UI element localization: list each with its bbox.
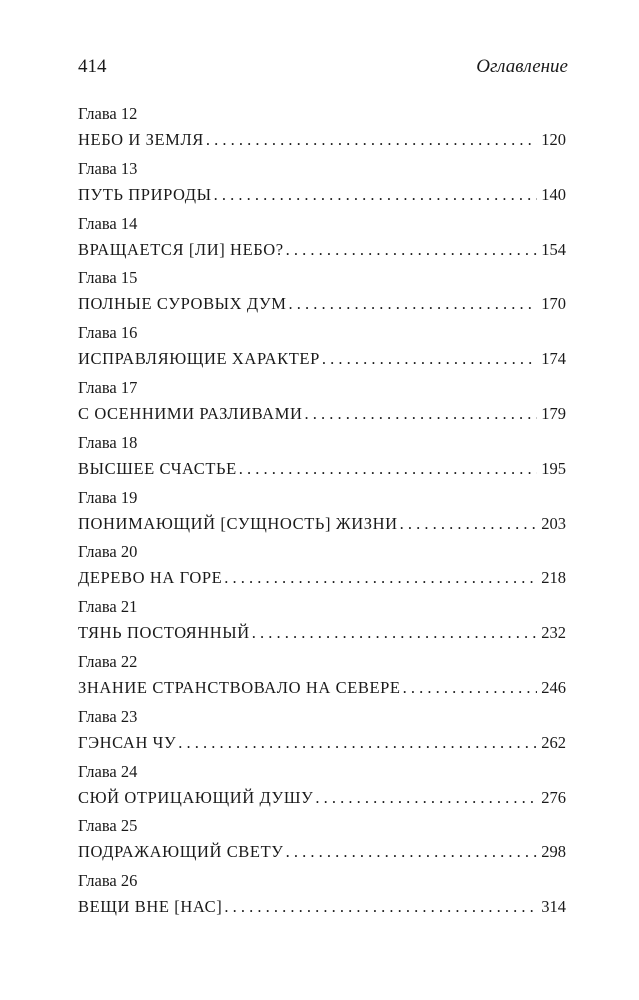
chapter-title: ЗНАНИЕ СТРАНСТВОВАЛО НА СЕВЕРЕ	[78, 677, 401, 697]
table-of-contents	[78, 104, 566, 926]
toc-line	[78, 403, 566, 425]
toc-line	[78, 129, 566, 151]
chapter-label: Глава 13	[78, 158, 138, 178]
dot-leader	[252, 622, 538, 644]
dot-leader	[206, 129, 537, 151]
dot-leader	[224, 896, 537, 918]
chapter-title: ВЫСШЕЕ СЧАСТЬЕ	[78, 458, 237, 478]
chapter-label: Глава 15	[78, 268, 138, 288]
page-reference: 140	[541, 184, 566, 204]
toc-entry	[78, 816, 566, 871]
page-reference: 232	[541, 623, 566, 643]
chapter-title: СЮЙ ОТРИЦАЮЩИЙ ДУШУ	[78, 787, 314, 807]
page-reference: 314	[541, 897, 566, 917]
toc-line	[78, 293, 566, 315]
page-reference: 179	[541, 403, 566, 423]
chapter-label: Глава 12	[78, 104, 138, 123]
chapter-label: Глава 22	[78, 651, 138, 671]
dot-leader	[322, 348, 537, 370]
page-reference: 246	[541, 677, 566, 697]
toc-entry	[78, 762, 566, 817]
page-reference: 195	[541, 458, 566, 478]
chapter-label: Глава 25	[78, 816, 138, 836]
dot-leader	[403, 677, 538, 699]
dot-leader	[214, 184, 538, 206]
chapter-title: ТЯНЬ ПОСТОЯННЫЙ	[78, 623, 250, 643]
toc-line	[78, 184, 566, 206]
chapter-title: ВРАЩАЕТСЯ [ЛИ] НЕБО?	[78, 239, 284, 259]
chapter-label: Глава 14	[78, 213, 138, 233]
toc-entry	[78, 871, 566, 926]
toc-line	[78, 896, 566, 918]
chapter-title: ПУТЬ ПРИРОДЫ	[78, 184, 212, 204]
chapter-label: Глава 20	[78, 542, 138, 562]
page-number: 414	[78, 56, 107, 77]
chapter-title: ПОЛНЫЕ СУРОВЫХ ДУМ	[78, 294, 287, 314]
toc-entry	[78, 433, 566, 488]
toc-line	[78, 458, 566, 480]
page-reference: 298	[541, 842, 566, 862]
chapter-title: ДЕРЕВО НА ГОРЕ	[78, 568, 223, 588]
toc-entry	[78, 378, 566, 433]
chapter-label: Глава 16	[78, 323, 138, 343]
toc-entry	[78, 488, 566, 543]
toc-line	[78, 787, 566, 809]
dot-leader	[304, 403, 537, 425]
dot-leader	[178, 732, 537, 754]
page-reference: 276	[541, 787, 566, 807]
toc-entry	[78, 323, 566, 378]
page-header	[78, 56, 568, 80]
page-reference: 170	[541, 294, 566, 314]
running-title: Оглавление	[476, 56, 568, 77]
dot-leader	[224, 567, 537, 589]
chapter-title: С ОСЕННИМИ РАЗЛИВАМИ	[78, 403, 303, 423]
page-reference: 203	[541, 513, 566, 533]
dot-leader	[289, 293, 538, 315]
toc-entry	[78, 268, 566, 323]
toc-entry	[78, 597, 566, 652]
page-reference: 174	[541, 349, 566, 369]
page-reference: 154	[541, 239, 566, 259]
chapter-title: ПОДРАЖАЮЩИЙ СВЕТУ	[78, 842, 284, 862]
toc-entry	[78, 159, 566, 214]
toc-entry	[78, 542, 566, 597]
toc-entry	[78, 707, 566, 762]
toc-line	[78, 677, 566, 699]
toc-line	[78, 732, 566, 754]
toc-line	[78, 622, 566, 644]
chapter-label: Глава 23	[78, 706, 138, 726]
toc-entry	[78, 652, 566, 707]
chapter-label: Глава 19	[78, 487, 138, 507]
dot-leader	[315, 787, 537, 809]
toc-line	[78, 841, 566, 863]
chapter-title: НЕБО И ЗЕМЛЯ	[78, 130, 204, 149]
chapter-label: Глава 21	[78, 597, 138, 617]
chapter-title: ГЭНСАН ЧУ	[78, 732, 177, 752]
chapter-label: Глава 26	[78, 871, 138, 891]
dot-leader	[400, 513, 538, 535]
chapter-label: Глава 17	[78, 377, 138, 397]
toc-line	[78, 513, 566, 535]
chapter-title: ИСПРАВЛЯЮЩИЕ ХАРАКТЕР	[78, 349, 320, 369]
toc-entry	[78, 104, 566, 159]
toc-entry	[78, 214, 566, 269]
chapter-title: ВЕЩИ ВНЕ [НАС]	[78, 897, 223, 917]
page-reference: 218	[541, 568, 566, 588]
page-reference: 120	[541, 130, 566, 149]
chapter-label: Глава 18	[78, 432, 138, 452]
toc-line	[78, 567, 566, 589]
toc-line	[78, 239, 566, 261]
dot-leader	[286, 239, 538, 261]
dot-leader	[239, 458, 537, 480]
chapter-label: Глава 24	[78, 761, 138, 781]
chapter-title: ПОНИМАЮЩИЙ [СУЩНОСТЬ] ЖИЗНИ	[78, 513, 398, 533]
dot-leader	[286, 841, 538, 863]
toc-line	[78, 348, 566, 370]
page-reference: 262	[541, 732, 566, 752]
